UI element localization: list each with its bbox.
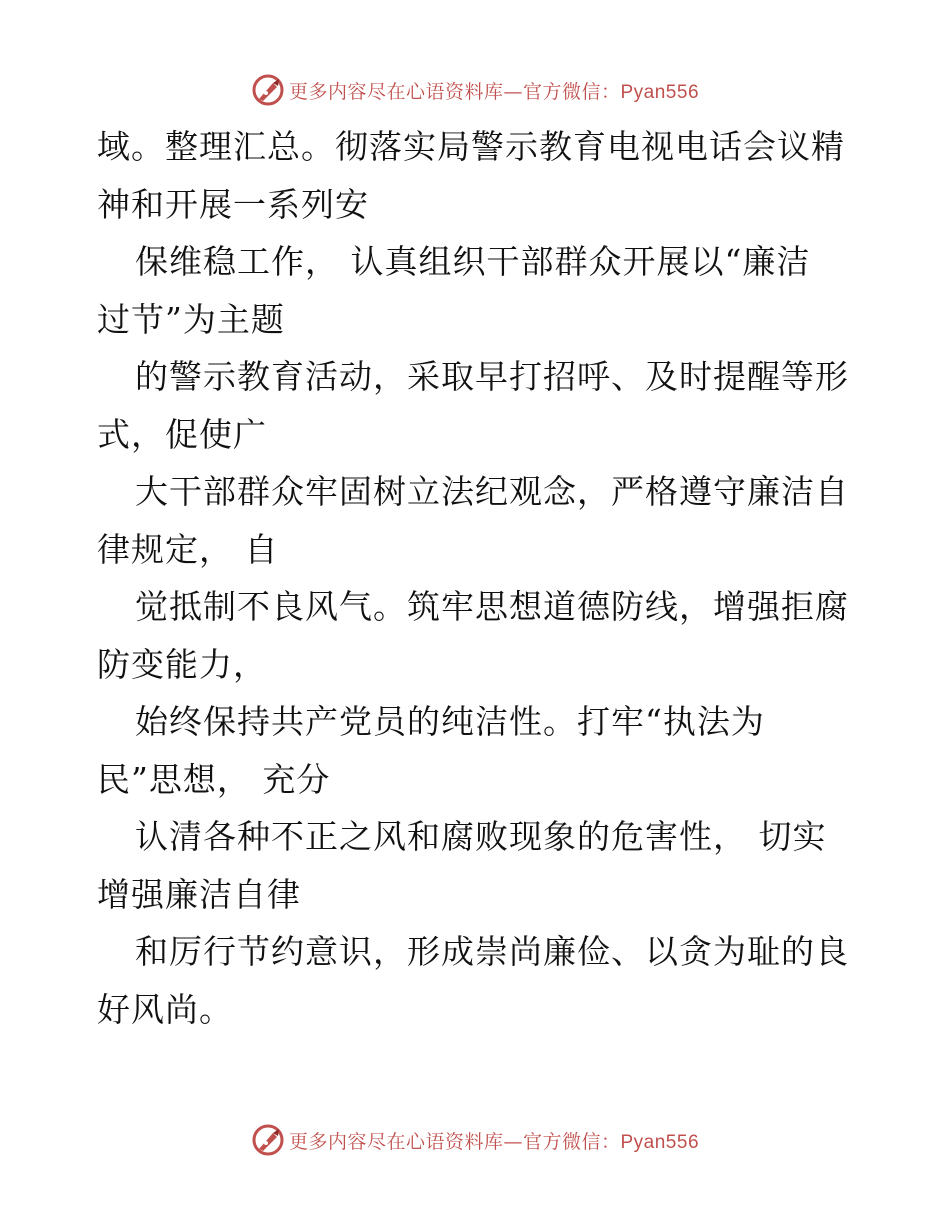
body-text: [97, 118, 857, 1038]
text-line: 民”思想， 充分: [97, 759, 331, 799]
text-line: 觉抵制不良风气。筑牢思想道德防线，增强拒腐: [135, 587, 849, 626]
text-line: 认清各种不正之风和腐败现象的危害性， 切实: [135, 817, 827, 856]
text-line: 过节”为主题: [97, 299, 285, 339]
text-line: 律规定， 自: [97, 529, 279, 569]
header-watermark-text: [289, 77, 699, 104]
header-watermark-label: 更多内容尽在心语资料库—官方微信：: [288, 80, 621, 103]
footer-watermark-account: Pyan556: [620, 1131, 700, 1153]
text-line: 防变能力，: [97, 644, 267, 684]
text-line: 增强廉洁自律: [97, 874, 301, 914]
text-line: 式，促使广: [97, 414, 267, 454]
pen-logo-icon: [251, 73, 285, 107]
footer-watermark-label: 更多内容尽在心语资料库—官方微信：: [288, 1130, 621, 1153]
header-watermark: [0, 70, 950, 110]
text-line: 域。整理汇总。彻落实局警示教育电视电话会议精: [97, 127, 845, 166]
header-watermark-account: Pyan556: [620, 81, 700, 103]
text-line: 好风尚。: [97, 989, 233, 1029]
text-line: 始终保持共产党员的纯洁性。打牢“执法为: [135, 702, 765, 741]
text-line: 大干部群众牢固树立法纪观念，严格遵守廉洁自: [135, 472, 849, 511]
text-line: 和厉行节约意识，形成崇尚廉俭、以贪为耻的良: [135, 932, 849, 971]
text-line: 保维稳工作， 认真组织干部群众开展以“廉洁: [135, 242, 811, 281]
text-line: 神和开展一系列安: [97, 184, 369, 224]
text-line: 的警示教育活动，采取早打招呼、及时提醒等形: [135, 357, 849, 396]
pen-logo-icon: [251, 1123, 285, 1157]
footer-watermark-text: [289, 1127, 699, 1154]
footer-watermark: [0, 1120, 950, 1160]
